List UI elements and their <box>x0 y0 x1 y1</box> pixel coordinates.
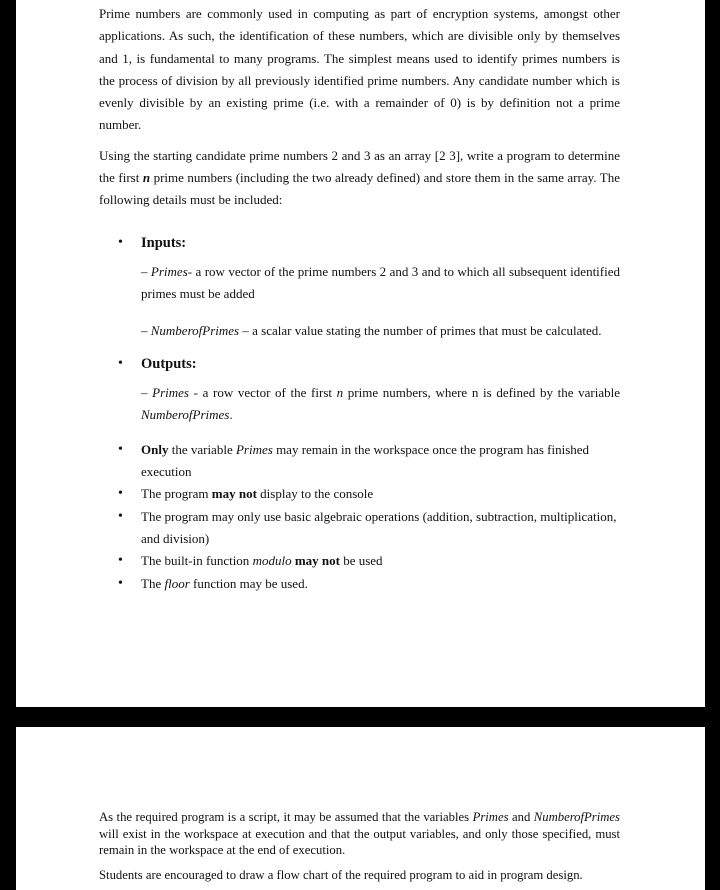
output-end: . <box>229 407 233 423</box>
requirements-list <box>99 232 620 595</box>
rule-basic-ops <box>99 506 620 551</box>
rule1-bold: Only <box>141 441 169 457</box>
p2-flowchart-text: Students are encouraged to draw a flow chart of the required program to aid in program design. <box>99 867 583 882</box>
outputs-item <box>99 353 620 427</box>
output-var: NumberofPrimes <box>141 407 230 423</box>
task-text-a: Using the starting candidate prime numbers 2 and 3 as an array [2 3], write a program to determine the first <box>99 147 620 186</box>
input-nprimes-dash: – <box>141 322 151 338</box>
input-primes-name: Primes <box>150 263 188 279</box>
rule1-text-a: the variable <box>168 441 236 457</box>
output-primes-name: Primes <box>152 385 189 401</box>
rule4-fn: modulo <box>252 553 292 569</box>
rule1-text-b: may remain in the workspace once the program has finished execution <box>141 441 590 480</box>
task-n: n <box>142 170 151 186</box>
intro-text: Prime numbers are commonly used in computing as part of encryption systems, amongst other applications. As such, the identification of these numbers, which are divisible only by themselves and 1, is fundamental to many programs. The simplest means used to identify primes numbers is the process of division by all previously identified prime numbers. Any candidate number which is evenly divisible by an existing prime (i.e. with a remainder of 0) is by definition not a prime number. <box>99 6 620 133</box>
rule4-text-b: be used <box>339 553 383 569</box>
output-desc-a: - a row vector of the first <box>189 385 337 401</box>
rule4-bold: may not <box>294 553 340 569</box>
input-primes <box>141 261 620 306</box>
rule2-text-b: display to the console <box>256 486 374 502</box>
intro-paragraph <box>99 3 620 137</box>
rule-no-modulo <box>99 550 620 572</box>
p2-text-b: will exist in the workspace at execution and that the output variables, and only those specified, must remain in the workspace at the end of execution. <box>99 826 620 857</box>
output-dash: – <box>141 385 153 401</box>
rule-no-display <box>99 483 620 505</box>
p2-text-a: As the required program is a script, it may be assumed that the variables <box>99 810 473 824</box>
rule3-text: The program may only use basic algebraic operations (addition, subtraction, multiplication, and division) <box>141 508 617 546</box>
task-text-b: prime numbers (including the two already defined) and store them in the same array. The following details must be included: <box>99 170 620 208</box>
p2-var-numberofprimes: NumberofPrimes <box>533 810 620 824</box>
page-2-content <box>99 809 620 883</box>
p2-and: and <box>508 810 534 824</box>
script-assumption-paragraph <box>99 809 620 859</box>
rule4-text-a: The built-in function <box>141 553 253 569</box>
page-1-content <box>99 3 620 595</box>
rule5-text-b: function may be used. <box>189 575 308 591</box>
input-primes-dash: – <box>141 263 151 279</box>
rule5-text-a: The <box>141 575 165 591</box>
document-page-2 <box>16 727 705 890</box>
input-nprimes-name: NumberofPrimes <box>150 322 240 338</box>
document-page-1 <box>16 0 705 707</box>
output-desc-b: prime numbers, where n is defined by the variable <box>343 385 621 401</box>
input-primes-desc: - a row vector of the prime numbers 2 and 3 and to which all subsequent identified primes must be added <box>141 263 621 302</box>
input-numberofprimes <box>141 320 620 342</box>
inputs-item <box>99 232 620 342</box>
output-n: n <box>336 385 344 401</box>
rule1-var: Primes <box>235 441 273 457</box>
outputs-heading: • Outputs: <box>141 355 197 372</box>
inputs-heading: • Inputs: <box>141 234 187 251</box>
task-paragraph <box>99 145 620 212</box>
rule2-text-a: The program <box>141 486 212 502</box>
rule-only-primes <box>99 439 620 484</box>
flowchart-paragraph <box>99 867 620 884</box>
rule5-fn: floor <box>164 575 190 591</box>
input-nprimes-desc: – a scalar value stating the number of primes that must be calculated. <box>239 322 602 338</box>
rule2-bold: may not <box>211 486 257 502</box>
rule-floor-allowed <box>99 573 620 595</box>
output-primes <box>141 382 620 427</box>
p2-var-primes: Primes <box>472 810 509 824</box>
